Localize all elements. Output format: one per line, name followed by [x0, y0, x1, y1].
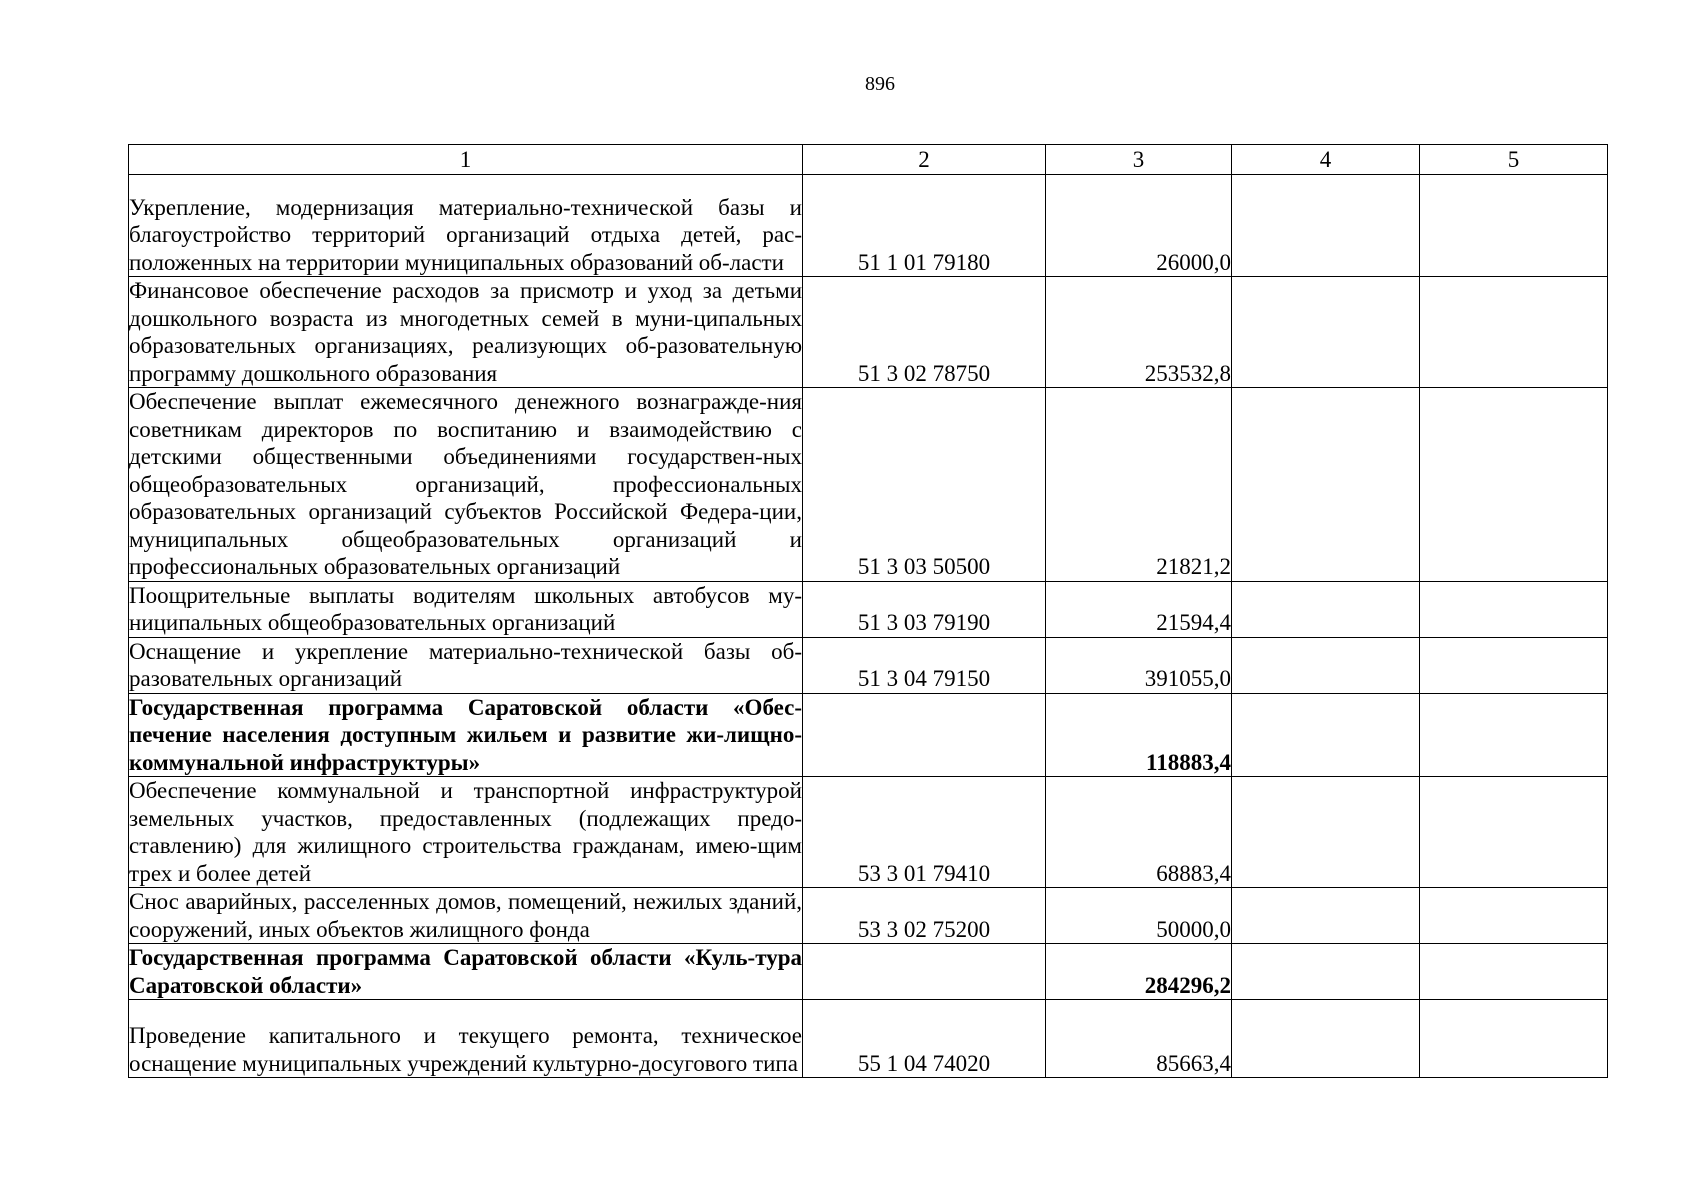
row-name: Поощрительные выплаты водителям школьных автобусов му-ниципальных общеобразовательных организаций [129, 582, 802, 635]
table-body [129, 175, 1608, 1078]
row-col4 [1232, 944, 1420, 1000]
row-code: 51 3 02 78750 [803, 277, 1046, 388]
row-col4 [1232, 888, 1420, 944]
table-row [129, 388, 1608, 582]
row-code [803, 944, 1046, 1000]
row-col4 [1232, 693, 1420, 777]
row-col4 [1232, 388, 1420, 582]
row-amount: 68883,4 [1046, 777, 1232, 888]
row-name: Укрепление, модернизация материально-технической базы и благоустройство территорий организаций отдыха детей, рас-положенных на территории муниципальных образований об-ласти [129, 175, 803, 277]
row-name: Государственная программа Саратовской области «Обес-печение населения доступным жильем и развитие жи-лищно-коммунальной инфраструктуры» [129, 694, 802, 775]
row-col5 [1420, 777, 1608, 888]
column-header-1: 1 [129, 145, 803, 175]
row-name: Государственная программа Саратовской области «Куль-тура Саратовской области» [129, 945, 802, 998]
row-amount: 26000,0 [1046, 175, 1232, 277]
row-amount: 284296,2 [1046, 944, 1232, 1000]
row-col5 [1420, 637, 1608, 693]
table-row [129, 777, 1608, 888]
row-col4 [1232, 277, 1420, 388]
row-amount: 21821,2 [1046, 388, 1232, 582]
header-row [129, 145, 1608, 175]
row-code [803, 693, 1046, 777]
row-code: 53 3 02 75200 [803, 888, 1046, 944]
row-name: Обеспечение коммунальной и транспортной инфраструктурой земельных участков, предоставленных (подлежащих предо-ставлению) для жилищного строительства гражданам, имею-щим трех и более детей [129, 778, 802, 886]
row-amount: 50000,0 [1046, 888, 1232, 944]
row-name: Оснащение и укрепление материально-технической базы об-разовательных организаций [129, 638, 802, 691]
page-number: 896 [865, 73, 895, 95]
column-header-2: 2 [803, 145, 1046, 175]
row-amount: 118883,4 [1046, 693, 1232, 777]
row-col5 [1420, 693, 1608, 777]
row-code: 51 3 03 79190 [803, 581, 1046, 637]
row-col4 [1232, 1000, 1420, 1078]
row-col4 [1232, 777, 1420, 888]
row-amount: 253532,8 [1046, 277, 1232, 388]
row-col5 [1420, 277, 1608, 388]
row-col5 [1420, 944, 1608, 1000]
row-col5 [1420, 175, 1608, 277]
row-code: 55 1 04 74020 [803, 1000, 1046, 1078]
row-col5 [1420, 581, 1608, 637]
row-name: Обеспечение выплат ежемесячного денежного вознагражде-ния советникам директоров по воспитанию и взаимодействию с детскими общественными объединениями государствен-ных общеобразовательных организаций, профессиональных образовательных организаций субъектов Российской Федера-ции, муниципальных общеобразовательных организаций и профессиональных образовательных организаций [129, 389, 802, 579]
column-header-3: 3 [1046, 145, 1232, 175]
row-col5 [1420, 888, 1608, 944]
row-col4 [1232, 175, 1420, 277]
row-amount: 85663,4 [1046, 1000, 1232, 1078]
column-header-5: 5 [1420, 145, 1608, 175]
row-name: Финансовое обеспечение расходов за присмотр и уход за детьми дошкольного возраста из многодетных семей в муни-ципальных образовательных организациях, реализующих об-разовательную программу дошкольного образования [129, 278, 802, 386]
table-row [129, 175, 1608, 277]
table-row [129, 581, 1608, 637]
row-code: 51 3 03 50500 [803, 388, 1046, 582]
column-header-4: 4 [1232, 145, 1420, 175]
row-code: 53 3 01 79410 [803, 777, 1046, 888]
table-header [129, 145, 1608, 175]
row-col5 [1420, 388, 1608, 582]
table-row [129, 888, 1608, 944]
row-code: 51 3 04 79150 [803, 637, 1046, 693]
table-row [129, 277, 1608, 388]
row-col4 [1232, 581, 1420, 637]
row-name: Проведение капитального и текущего ремонта, техническое оснащение муниципальных учреждений культурно-досугового типа [129, 1000, 803, 1078]
row-amount: 391055,0 [1046, 637, 1232, 693]
table-row [129, 1000, 1608, 1078]
row-amount: 21594,4 [1046, 581, 1232, 637]
table-row [129, 637, 1608, 693]
row-code: 51 1 01 79180 [803, 175, 1046, 277]
table-row-program [129, 693, 1608, 777]
row-col4 [1232, 637, 1420, 693]
row-col5 [1420, 1000, 1608, 1078]
table-row-program [129, 944, 1608, 1000]
row-name: Снос аварийных, расселенных домов, помещений, нежилых зданий, сооружений, иных объектов жилищного фонда [129, 889, 802, 942]
budget-table [128, 144, 1608, 1078]
